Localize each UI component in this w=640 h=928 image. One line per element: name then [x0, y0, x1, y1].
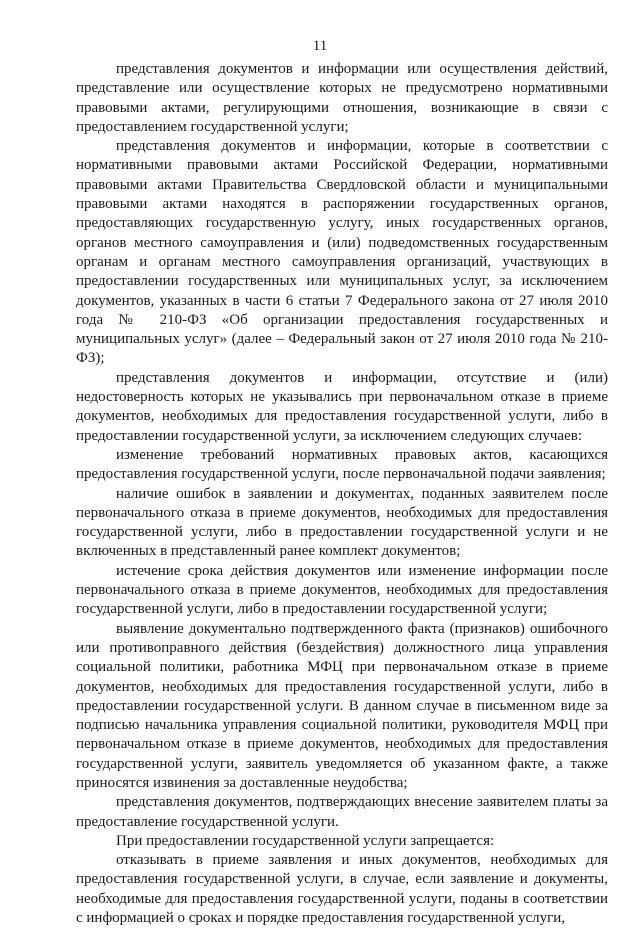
document-body: [76, 60, 608, 928]
page-number: 11: [312, 38, 328, 54]
paragraph: истечение срока действия документов или изменение информации после первоначального отказа в приеме документов, необходимых для предоставления государственной услуги, либо в предоставлении государственной услуги;: [76, 562, 608, 618]
paragraph: выявление документально подтвержденного факта (признаков) ошибочного или противоправного действия (бездействия) должностного лица управления социальной политики, работника МФЦ при первоначальном отказе в приеме документов, необходимых для предоставления государственной услуги, либо в предоставлении государственной услуги. В данном случае в письменном виде за подписью начальника управления социальной политики, руководителя МФЦ при первоначальном отказе в приеме документов, необходимых для предоставления государственной услуги, заявитель уведомляется об указанном факте, а также приносятся извинения за доставленные неудобства;: [76, 620, 608, 791]
paragraph: представления документов, подтверждающих внесение заявителем платы за предоставление государственной услуги.: [76, 794, 608, 830]
paragraph: изменение требований нормативных правовых актов, касающихся предоставления государственной услуги, после первоначальной подачи заявления;: [76, 446, 608, 483]
paragraph: представления документов и информации, отсутствие и (или) недостоверность которых не указывались при первоначальном отказе в приеме документов, необходимых для предоставления государственной услуги, либо в предоставлении государственной услуги, за исключением следующих случаев:: [76, 369, 608, 444]
paragraph: отказывать в приеме заявления и иных документов, необходимых для предоставления государственной услуги, в случае, если заявление и документы, необходимые для предоставления государственной услуги, поданы в соответствии с информацией о сроках и порядке предоставления государственной услуги,: [76, 852, 608, 927]
paragraph: представления документов и информации или осуществления действий, представление или осуществление которых не предусмотрено нормативными правовыми актами, регулирующими отношения, возникающие в связи с предоставлением государственной услуги;: [76, 61, 608, 135]
paragraph: представления документов и информации, которые в соответствии с нормативными правовыми актами Российской Федерации, нормативными правовыми актами Правительства Свердловской области и муниципальными правовыми актами находятся в распоряжении государственных органов, предоставляющих государственную услугу, иных государственных органов, органов местного самоуправления и (или) подведомственных государственным органам и органам местного самоуправления организаций, участвующих в предоставлении государственных или муниципальных услуг, за исключением документов, указанных в части 6 статьи 7 Федерального закона от 27 июля 2010 года № 210-ФЗ «Об организации предоставления государственных и муниципальных услуг» (далее – Федеральный закон от 27 июля 2010 года № 210-ФЗ);: [76, 138, 608, 367]
paragraph: наличие ошибок в заявлении и документах, поданных заявителем после первоначального отказа в приеме документов, необходимых для предоставления государственной услуги, либо в предоставлении государственной услуги и не включенных в представленный ранее комплект документов;: [76, 485, 608, 560]
paragraph: При предоставлении государственной услуги запрещается:: [116, 832, 495, 849]
